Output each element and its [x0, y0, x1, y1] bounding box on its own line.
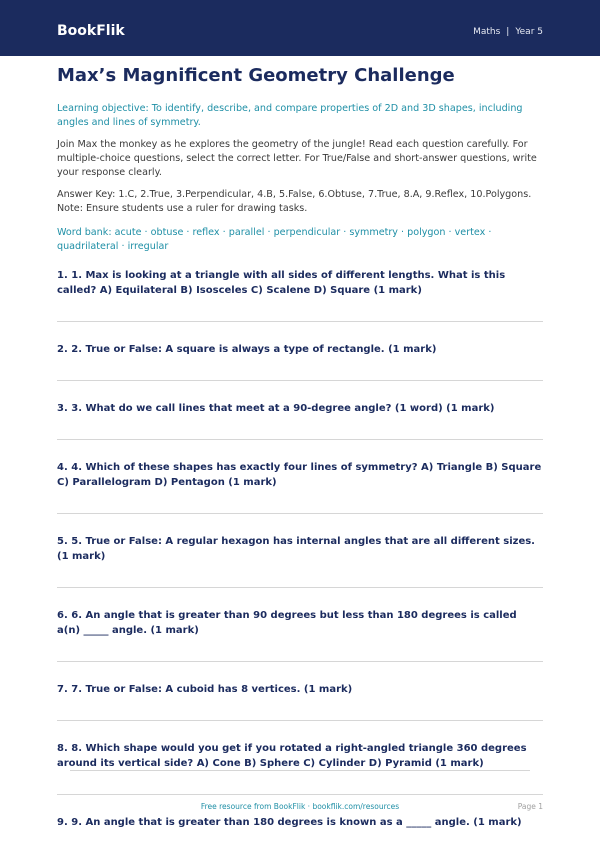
question-item — [57, 534, 543, 588]
intro-text: Join Max the monkey as he explores the geometry of the jungle! Read each question carefully. For multiple-choice questions, select the correct letter. For True/False and short-answer questions, write your response clearly. — [57, 139, 537, 178]
page-title: Max’s Magnificent Geometry Challenge — [57, 65, 455, 86]
question-item — [57, 401, 543, 440]
question-item — [57, 342, 543, 381]
question-text: 1. 1. Max is looking at a triangle with all sides of different lengths. What is this called? A) Equilateral B) Isosceles C) Scalene D) Square (1 mark) — [57, 270, 506, 296]
question-item — [57, 815, 543, 848]
page-number: Page 1 — [517, 802, 543, 811]
learning-objective: Learning objective: To identify, describe, and compare properties of 2D and 3D shapes, including angles and lines of symmetry. — [57, 103, 523, 128]
answer-key: Answer Key: 1.C, 2.True, 3.Perpendicular, 4.B, 5.False, 6.Obtuse, 7.True, 8.A, 9.Reflex, 10.Polygons. Note: Ensure students use a ruler for drawing tasks. — [57, 189, 532, 214]
question-text: 4. 4. Which of these shapes has exactly four lines of symmetry? A) Triangle B) Square C) Parallelogram D) Pentagon (1 mark) — [57, 462, 542, 488]
question-text: 7. 7. True or False: A cuboid has 8 vertices. (1 mark) — [57, 684, 353, 695]
question-text: 3. 3. What do we call lines that meet at a 90-degree angle? (1 word) (1 mark) — [57, 403, 495, 414]
question-item — [57, 741, 543, 795]
question-item — [57, 460, 543, 514]
word-bank: Word bank: acute · obtuse · reflex · parallel · perpendicular · symmetry · polygon · vertex · quadrilateral · irregular — [57, 227, 492, 252]
question-text: 6. 6. An angle that is greater than 90 degrees but less than 180 degrees is called a(n) _____ angle. (1 mark) — [57, 610, 517, 636]
year-label: Year 5 — [515, 27, 543, 37]
question-text: 9. 9. An angle that is greater than 180 degrees is known as a _____ angle. (1 mark) — [57, 817, 522, 828]
question-text: 2. 2. True or False: A square is always a type of rectangle. (1 mark) — [57, 344, 437, 355]
question-item — [57, 682, 543, 721]
question-list — [57, 268, 543, 848]
subject-label: Maths — [473, 27, 501, 37]
divider — [70, 770, 530, 771]
subject-year — [473, 26, 543, 38]
question-text: 8. 8. Which shape would you get if you rotated a right-angled triangle 360 degrees around its vertical side? A) Cone B) Sphere C) Cylinder D) Pyramid (1 mark) — [57, 743, 527, 769]
header-bar — [0, 0, 600, 56]
question-text: 5. 5. True or False: A regular hexagon has internal angles that are all different sizes. (1 mark) — [57, 536, 535, 562]
question-item — [57, 268, 543, 322]
brand-logo[interactable]: BookFlik — [57, 23, 125, 39]
footer-link[interactable]: Free resource from BookFlik · bookflik.com/resources — [200, 802, 400, 811]
question-item — [57, 608, 543, 662]
meta-separator: | — [506, 27, 510, 37]
worksheet-content — [57, 64, 543, 848]
